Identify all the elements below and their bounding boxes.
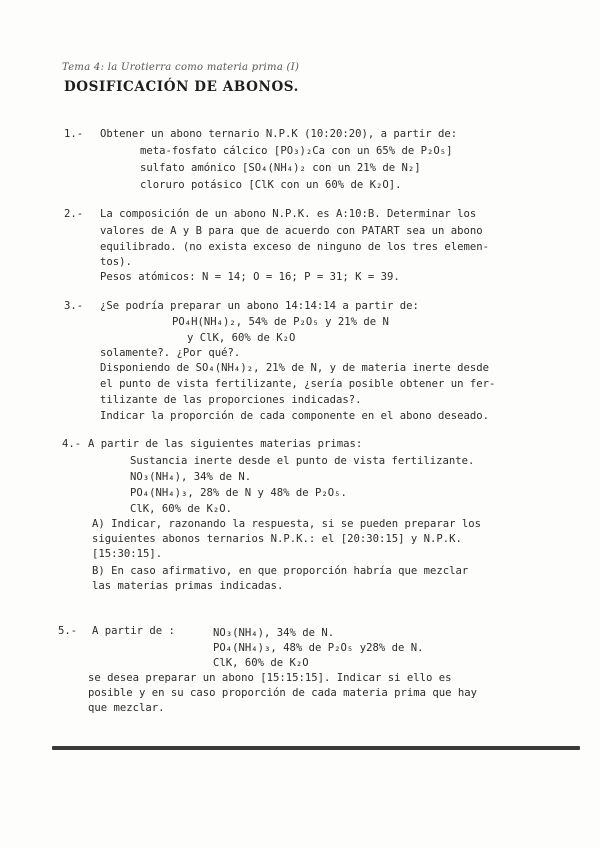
problem-4-line: siguientes abonos ternarios N.P.K.: el [20:30:15] y N.P.K. <box>92 533 462 545</box>
problem-5-line: se desea preparar un abono [15:15:15]. Indicar si ello es <box>88 672 452 684</box>
problem-1-line: meta-fosfato cálcico [PO₃)₂Ca con un 65% de P₂O₅] <box>140 145 453 157</box>
problem-2-line: valores de A y B para que de acuerdo con PATART sea un abono <box>100 225 483 237</box>
problem-5-line: NO₃(NH₄), 34% de N. <box>213 627 335 639</box>
problem-3-line: el punto de vista fertilizante, ¿sería posible obtener un fer- <box>100 378 496 390</box>
problem-3-line: Indicar la proporción de cada componente en el abono deseado. <box>100 410 490 422</box>
problem-2-line: Pesos atómicos: N = 14; O = 16; P = 31; K = 39. <box>100 271 400 283</box>
problem-1-number: 1.- <box>64 128 84 140</box>
problem-3-line: tilizante de las proporciones indicadas?. <box>100 394 362 406</box>
problem-5-line: PO₄(NH₄)₃, 48% de P₂O₅ y28% de N. <box>213 642 424 654</box>
handwritten-note: Tema 4: la Urotierra como materia prima (I) <box>62 62 300 73</box>
problem-4-line: [15:30:15]. <box>92 548 163 560</box>
problem-2-line: La composición de un abono N.P.K. es A:10:B. Determinar los <box>100 208 477 220</box>
problem-5-line: A partir de : <box>92 625 175 637</box>
problem-1-line: sulfato amónico [SO₄(NH₄)₂ con un 21% de N₂] <box>140 162 421 174</box>
problem-4-line: B) En caso afirmativo, en que proporción habría que mezclar <box>92 565 469 577</box>
problem-5-line: ClK, 60% de K₂O <box>213 657 309 669</box>
problem-3-line: y ClK, 60% de K₂O <box>187 332 296 344</box>
problem-5-number: 5.- <box>58 625 78 637</box>
problem-4-line: ClK, 60% de K₂O. <box>130 503 233 515</box>
problem-4-line: PO₄(NH₄)₃, 28% de N y 48% de P₂O₅. <box>130 487 347 499</box>
problem-3-line: solamente?. ¿Por qué?. <box>100 347 241 359</box>
problem-4-line: NO₃(NH₄), 34% de N. <box>130 471 252 483</box>
problem-3-number: 3.- <box>64 300 84 312</box>
problem-4-line: Sustancia inerte desde el punto de vista fertilizante. <box>130 455 475 467</box>
problem-2-line: tos). <box>100 256 132 268</box>
problem-5-line: posible y en su caso proporción de cada materia prima que hay <box>88 687 478 699</box>
problem-4-line: A) Indicar, razonando la respuesta, si se pueden preparar los <box>92 518 482 530</box>
problem-1-line: cloruro potásico [ClK con un 60% de K₂O]. <box>140 179 402 191</box>
problem-3-line: ¿Se podría preparar un abono 14:14:14 a partir de: <box>100 300 419 312</box>
problem-4-line: A partir de las siguientes materias primas: <box>88 438 363 450</box>
problem-2-line: equilibrado. (no exista exceso de ninguno de los tres elemen- <box>100 241 490 253</box>
problem-1-line: Obtener un abono ternario N.P.K (10:20:20), a partir de: <box>100 128 458 140</box>
page-title: DOSIFICACIÓN DE ABONOS. <box>64 79 299 95</box>
problem-4-line: las materias primas indicadas. <box>92 580 284 592</box>
problem-3-line: PO₄H(NH₄)₂, 54% de P₂O₅ y 21% de N <box>172 316 389 328</box>
problem-4-number: 4.- <box>62 438 82 450</box>
bottom-divider <box>52 746 580 750</box>
problem-2-number: 2.- <box>64 208 84 220</box>
problem-3-line: Disponiendo de SO₄(NH₄)₂, 21% de N, y de materia inerte desde <box>100 362 490 374</box>
problem-5-line: que mezclar. <box>88 702 165 714</box>
